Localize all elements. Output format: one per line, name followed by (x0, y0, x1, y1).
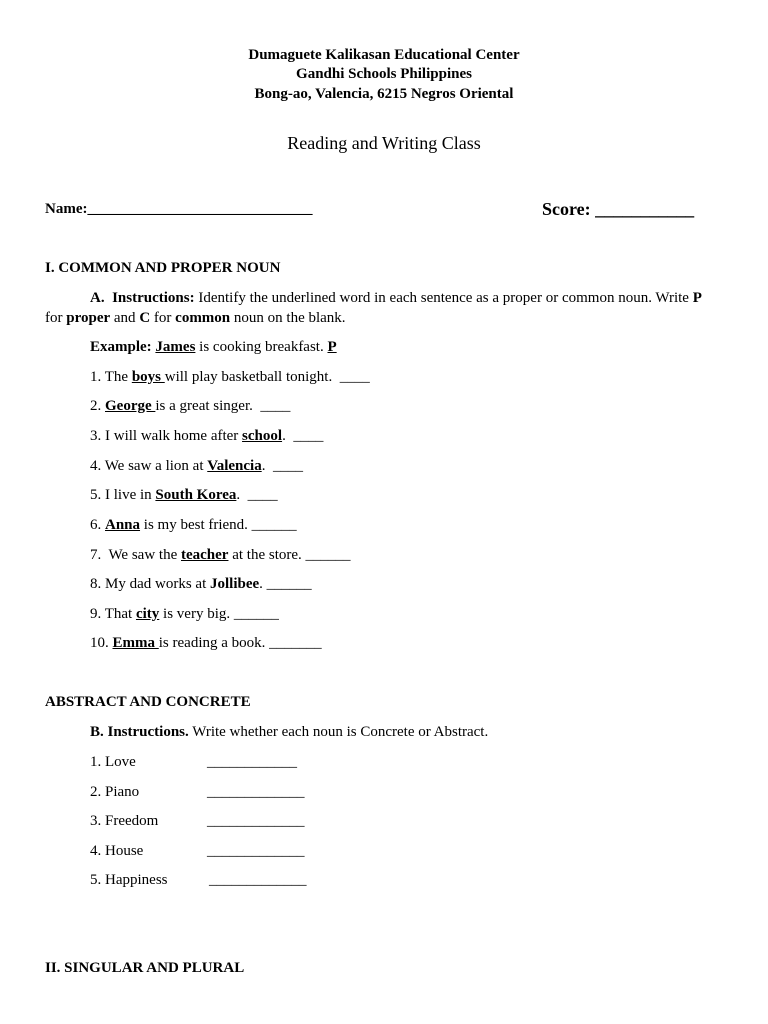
section1-title: I. COMMON AND PROPER NOUN (45, 260, 281, 276)
item-post: is my best friend. ______ (140, 517, 297, 533)
instr-label: A. Instructions: (90, 290, 195, 306)
item-post: will play basketball tonight. ____ (164, 369, 370, 385)
list-item: 4. House (90, 843, 144, 859)
example-word: James (155, 339, 196, 355)
section1-instructions-line1 (90, 290, 702, 307)
item-post: is a great singer. ____ (155, 398, 291, 414)
item-word: Anna (105, 517, 141, 533)
section-b-instr-label: B. Instructions. (90, 724, 189, 740)
section-b-title: ABSTRACT AND CONCRETE (45, 694, 251, 710)
item-post: at the store. ______ (228, 547, 351, 563)
school-address: Bong-ao, Valencia, 6215 Negros Oriental (254, 86, 514, 102)
list-item (90, 369, 370, 386)
score-label: Score: (542, 199, 591, 219)
list-item (90, 576, 312, 593)
name-field (45, 201, 312, 218)
item-pre: 5. I live in (90, 487, 156, 503)
instr-text-4: for (150, 310, 176, 326)
name-label: Name: (45, 201, 88, 217)
list-item (90, 458, 303, 475)
item-word: Valencia (207, 458, 262, 474)
item-pre: 1. The (90, 369, 132, 385)
item-word: boys (131, 369, 165, 385)
name-blank: ______________________________ (87, 201, 313, 217)
item-pre: 8. My dad works at (90, 576, 210, 592)
answer-blank: _____________ (207, 784, 305, 800)
item-post: is reading a book. _______ (158, 635, 322, 651)
item-word: South Korea (155, 487, 237, 503)
list-item: 1. Love (90, 754, 136, 770)
item-post: . ____ (282, 428, 324, 444)
item-word: George (105, 398, 156, 414)
instr-text: Identify the underlined word in each sentence as a proper or common noun. Write (194, 290, 693, 306)
item-pre: 4. We saw a lion at (90, 458, 208, 474)
score-field (542, 199, 694, 220)
instr-common: common (175, 310, 231, 326)
section2-title: II. SINGULAR AND PLURAL (45, 960, 245, 976)
item-pre: 6. (90, 517, 105, 533)
item-pre: 7. We saw the (90, 547, 181, 563)
section-b-instructions (90, 724, 488, 741)
example-answer: P (327, 339, 337, 355)
item-pre: 10. (90, 635, 113, 651)
item-pre: 9. That (90, 606, 136, 622)
list-item (90, 487, 278, 504)
school-name: Dumaguete Kalikasan Educational Center (248, 47, 520, 63)
instr-c: C (139, 310, 151, 326)
list-item (90, 635, 322, 652)
instr-p: P (692, 290, 702, 306)
list-item (90, 606, 279, 623)
item-pre: 3. I will walk home after (90, 428, 243, 444)
list-item (90, 517, 297, 534)
item-post: . ____ (261, 458, 303, 474)
example-label: Example: (90, 339, 152, 355)
section-b-instr-text: Write whether each noun is Concrete or Abstract. (188, 724, 489, 740)
list-item (90, 398, 290, 415)
list-item: 5. Happiness (90, 872, 168, 888)
item-post: . ______ (259, 576, 312, 592)
item-post: is very big. ______ (159, 606, 279, 622)
item-word: Emma (112, 635, 159, 651)
instr-text-2: for (45, 310, 67, 326)
section1-instructions-line2 (45, 310, 346, 327)
item-post: . ____ (236, 487, 278, 503)
item-word: city (135, 606, 160, 622)
item-word: school (242, 428, 283, 444)
class-title: Reading and Writing Class (287, 133, 481, 153)
item-word: Jollibee (210, 576, 260, 592)
list-item: 3. Freedom (90, 813, 159, 829)
example-rest: is cooking breakfast. (195, 339, 328, 355)
list-item (90, 428, 323, 445)
answer-blank: ____________ (207, 754, 297, 770)
school-subname: Gandhi Schools Philippines (296, 66, 472, 82)
instr-text-5: noun on the blank. (230, 310, 346, 326)
answer-blank: _____________ (207, 843, 305, 859)
answer-blank: _____________ (209, 872, 307, 888)
item-word: teacher (181, 547, 229, 563)
instr-proper: proper (66, 310, 111, 326)
example-line (90, 339, 337, 356)
answer-blank: _____________ (207, 813, 305, 829)
instr-text-3: and (110, 310, 140, 326)
list-item (90, 547, 351, 564)
list-item: 2. Piano (90, 784, 140, 800)
item-pre: 2. (90, 398, 105, 414)
score-blank: ___________ (595, 199, 695, 219)
